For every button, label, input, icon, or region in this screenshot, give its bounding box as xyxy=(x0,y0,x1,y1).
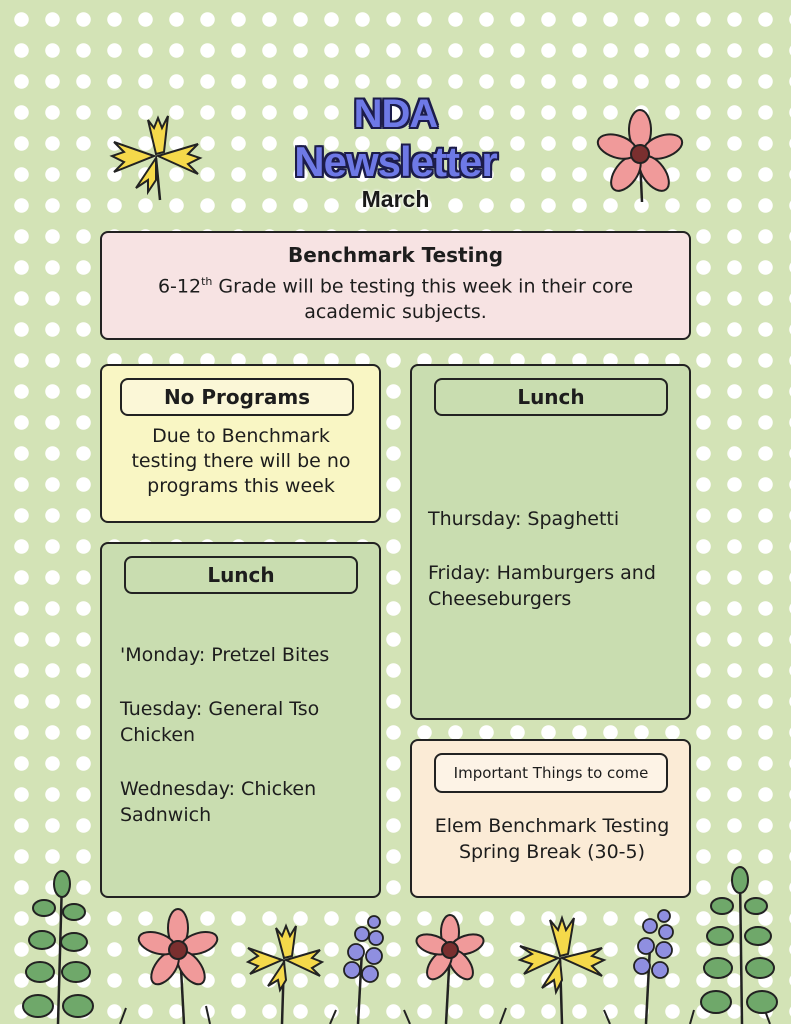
lunch-left-list xyxy=(120,642,340,828)
yellow-flower-icon xyxy=(248,926,322,1024)
no-programs-text: Due to Benchmark testing there will be no programs this week xyxy=(131,425,351,497)
leaf-stalk-left-icon xyxy=(23,871,93,1024)
flower-border-illustration xyxy=(0,860,791,1024)
benchmark-description: Grade will be testing this week in their core academic subjects. xyxy=(212,275,634,324)
lunch-item-tuesday: Tuesday: General Tso Chicken xyxy=(120,698,320,746)
benchmark-testing-box xyxy=(100,231,691,340)
lunch-box-right xyxy=(410,364,691,720)
benchmark-heading: Benchmark Testing xyxy=(287,243,504,267)
important-item-spring-break: Spring Break (30-5) xyxy=(458,841,646,863)
lunch-item-monday: 'Monday: Pretzel Bites xyxy=(120,644,330,666)
newsletter-title-line2: Newsletter xyxy=(294,138,497,185)
leaf-stalk-right-icon xyxy=(701,867,777,1024)
no-programs-box xyxy=(100,364,381,523)
important-item-elem-testing: Elem Benchmark Testing xyxy=(434,815,670,837)
yellow-flower-icon xyxy=(520,918,604,1024)
blue-hyacinth-icon xyxy=(634,910,673,1024)
pink-flower-icon xyxy=(414,915,486,1024)
lunch-right-heading: Lunch xyxy=(434,378,668,416)
grade-range: 6-12 xyxy=(157,275,202,298)
grade-suffix: th xyxy=(201,275,213,288)
important-heading: Important Things to come xyxy=(434,753,668,793)
benchmark-text xyxy=(102,269,689,325)
lunch-left-heading: Lunch xyxy=(124,556,358,594)
lunch-right-list xyxy=(428,506,673,612)
blue-hyacinth-icon xyxy=(344,916,383,1024)
no-programs-heading: No Programs xyxy=(120,378,354,416)
lunch-item-thursday: Thursday: Spaghetti xyxy=(428,508,620,530)
month-label: March xyxy=(361,186,430,212)
important-list xyxy=(422,813,682,865)
lunch-item-wednesday: Wednesday: Chicken Sadnwich xyxy=(120,778,317,826)
lunch-item-friday: Friday: Hamburgers and Cheeseburgers xyxy=(428,562,656,610)
lunch-box-left xyxy=(100,542,381,898)
pink-flower-icon xyxy=(136,909,220,1024)
newsletter-title-line1: NDA xyxy=(353,92,438,136)
